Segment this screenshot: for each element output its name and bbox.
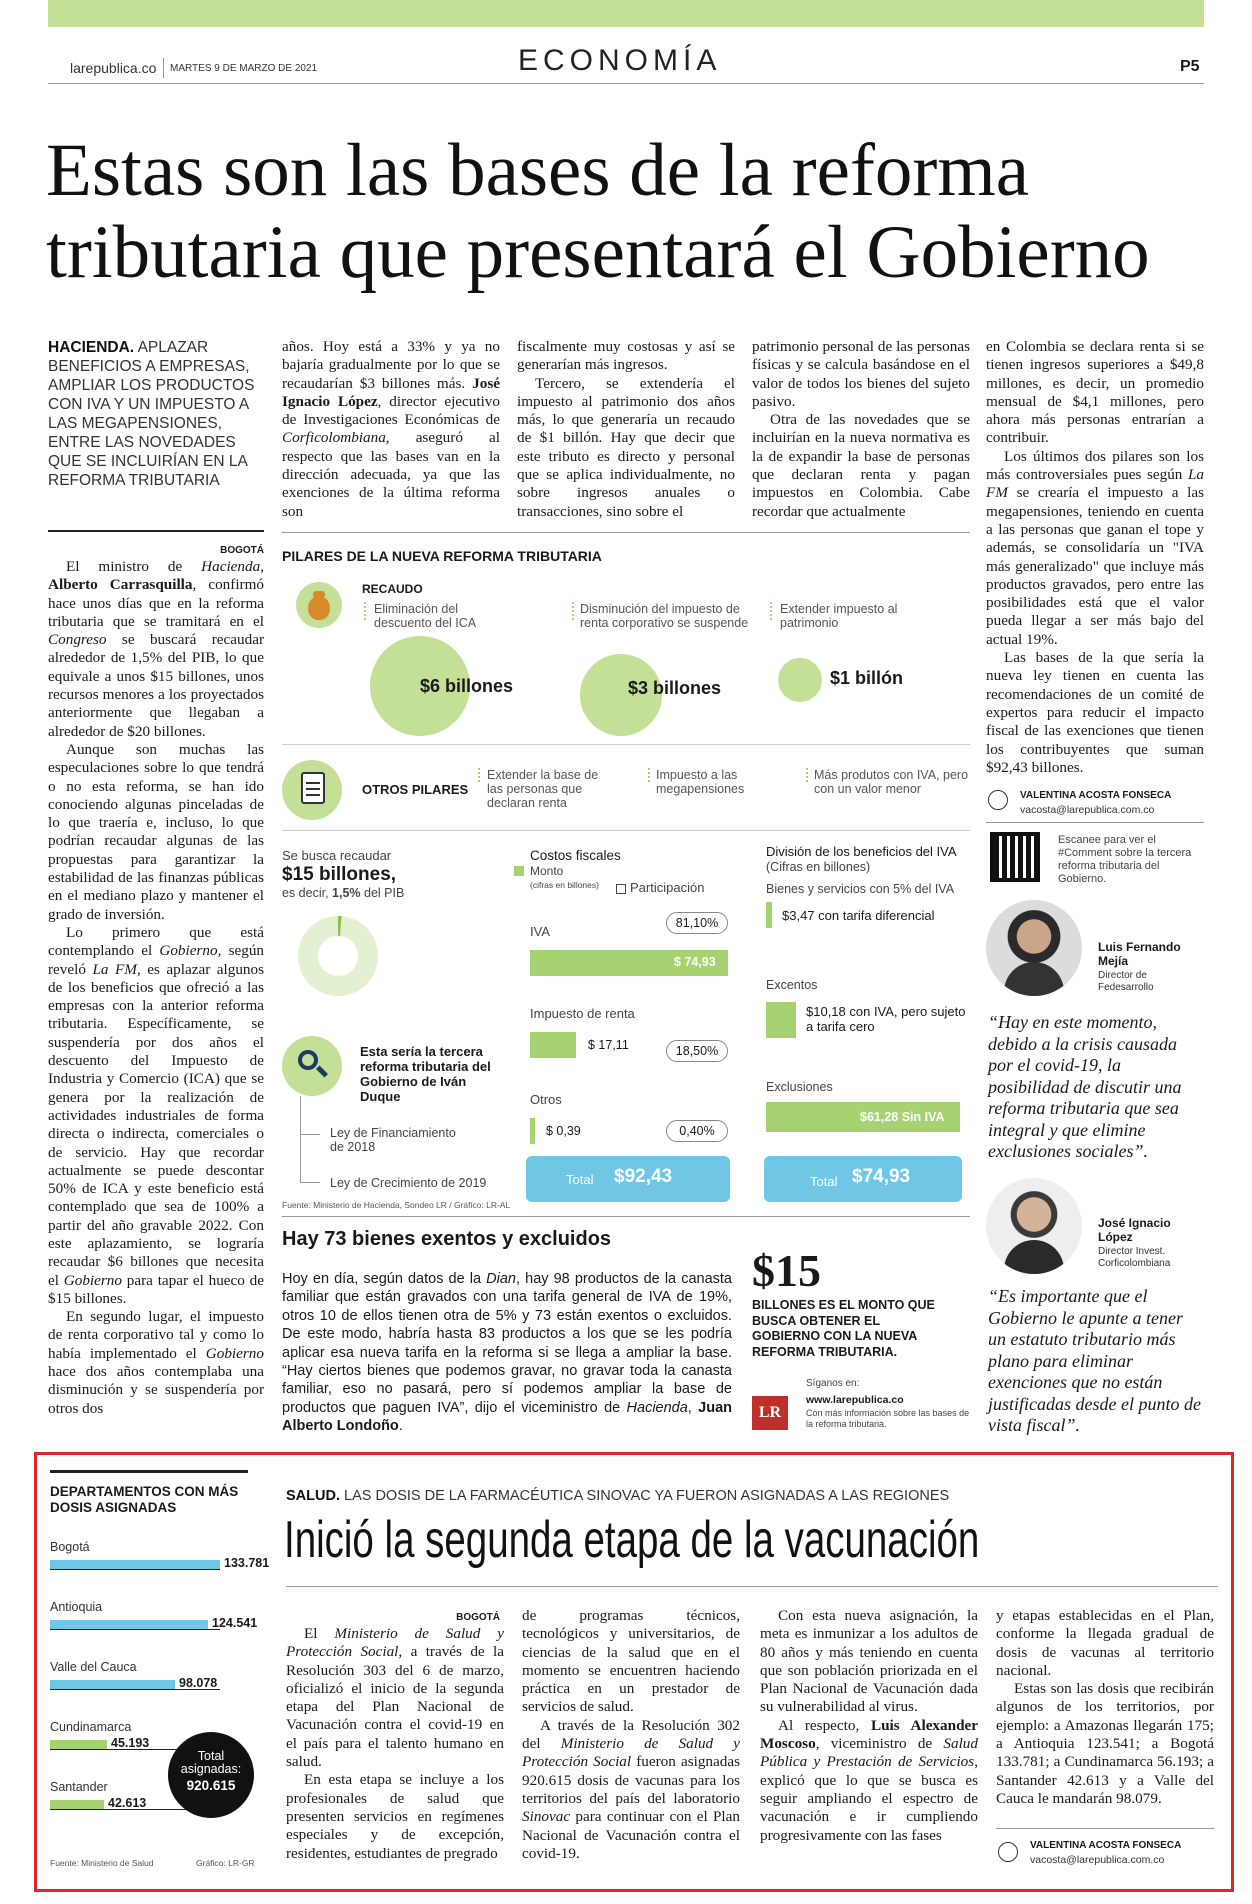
clipboard-icon — [306, 782, 320, 784]
dateline: BOGOTÁ — [220, 545, 264, 556]
goal-post — [282, 886, 404, 900]
section-name: ECONOMÍA — [518, 44, 722, 77]
dosis-value-label: 133.781 — [224, 1556, 270, 1570]
iva-item3: $61,28 Sin IVA — [860, 1110, 945, 1124]
author-icon — [988, 790, 1008, 810]
lr-logo-icon[interactable]: LR — [752, 1396, 788, 1430]
big-number: $15 — [752, 1245, 821, 1296]
article2-col1: El Ministerio de Salud y Protección Social, a través de la Resolución 303 del 6 de marzo, oficializó el inicio de la segunda etapa del Plan Nacional de Vacunación contra el covid-19 en el país para el talento humano en salud. En esta etapa se incluye a los profesionales de salud que presenten servicios en regímenes especiales y de excepción, residentes, estudiantes de pregrado — [286, 1625, 504, 1862]
iva-bar-1 — [766, 902, 772, 928]
infographic-top-rule — [282, 532, 970, 533]
otros-2: Impuesto a las megapensiones — [656, 768, 745, 796]
otros-label: OTROS PILARES — [362, 782, 469, 797]
iva-group2: Excentos — [766, 978, 818, 992]
money-bag-icon — [308, 596, 330, 620]
dosis-baseline — [50, 1629, 220, 1630]
article2-col3: Con esta nueva asignación, la meta es inmunizar a los adultos de 80 años y más teniendo en cuenta que son población priorizada en el Plan Nacional de Vacunación dada su vulnerabilidad al virus. Al respecto, Luis Alexander Moscoso, viceministro de Salud Pública y Prestación de Servicios, explicó que lo que se busca es seguir ampliando el espectro de vacunación e ir cumpliendo progresivamente con las fases — [760, 1607, 978, 1844]
iva-total-value: $74,93 — [852, 1166, 911, 1187]
article1-col4: patrimonio personal de las personas físicas y se calcula basándose en el valor de todos los bienes del sujeto pasivo. Otra de las novedades que se incluirían en la nueva normativa es la de expandir la base de personas que declaran renta y pagan impuestos en Colombia. Cabe recordar que actualmente — [752, 338, 970, 520]
sub-body: Hoy en día, según datos de la Dian, hay 98 productos de la canasta familiar que están gravados con una tarifa general de IVA de 19%, otros 10 de ellos tienen otra de 5% y 73 están exentos o excluidos. De este modo, habría hasta 83 productos a los que se les podría aplicar esa nueva tarifa en la reforma si se llega a ampliar la base. “Hay ciertos bienes que podemos gravar, no gravar toda la canasta familiar, eso no pasará, pero sí podemos ampliar la base de productos que paguen IVA”, dijo el viceministro de Hacienda, Juan Alberto Londoño. — [282, 1271, 732, 1435]
article2-author-rule — [996, 1828, 1214, 1829]
legend-part-swatch — [616, 884, 626, 894]
costs-title: Costos fiscales — [530, 848, 621, 863]
dosis-source: Fuente: Ministerio de Salud — [50, 1858, 154, 1868]
author-name: VALENTINA ACOSTA FONSECA — [1020, 790, 1172, 801]
cost-iva-label: IVA — [530, 924, 550, 939]
legend-monto-swatch — [514, 866, 524, 876]
article1-col5: en Colombia se declara renta si se tienen ingresos superiores a $49,8 millones, es decir, un promedio mensual de $4,1 millones, pero ahora más personas entrarían a contribuir. Los últimos dos pilares son los más controversiales pues según La FM se crearía el impuesto a las megapensiones, teniendo en cuenta a las personas que ganan el tope y además, se consolidaría un "IVA más generalizado" que incluye más productos gravados, pero entre las posibilidades está que el valor pueda llegar a ser más bajo del actual 19%. Las bases de la que sería la nueva ley tienen en cuenta las recomendaciones de un comité de expertos para reducir el impacto fiscal de las exenciones que tienen los contribuyentes que suman $92,43 billones. — [986, 338, 1204, 776]
article2-kicker-text: LAS DOSIS DE LA FARMACÉUTICA SINOVAC YA FUERON ASIGNADAS A LAS REGIONES — [344, 1488, 950, 1504]
iva-item1: $3,47 con tarifa diferencial — [782, 908, 935, 923]
big-number-text: BILLONES ES EL MONTO QUE BUSCA OBTENER EL GOBIERNO CON LA NUEVA REFORMA TRIBUTARIA. — [752, 1298, 935, 1359]
law-1: Ley de Financiamiento de 2018 — [330, 1126, 456, 1154]
dosis-category-label: Cundinamarca — [50, 1720, 132, 1734]
law-1-tick — [300, 1134, 320, 1135]
infographic-source: Fuente: Ministerio de Hacienda, Sondeo LR / Gráfico: LR-AL — [282, 1200, 511, 1210]
dosis-bar — [50, 1740, 107, 1749]
dosis-value-label: 42.613 — [108, 1796, 147, 1810]
quote1-role: Director de Fedesarrollo — [1098, 970, 1154, 993]
cost-otros-share: 0,40% — [666, 1120, 728, 1142]
otros-1-marker — [478, 768, 480, 782]
headline-line-1: Estas son las bases de la reforma — [46, 129, 1030, 212]
goal-pre: Se busca recaudar — [282, 848, 392, 863]
article-kicker — [48, 338, 264, 490]
legend-monto-sub: (cifras en billones) — [530, 880, 599, 890]
quote2-role: Director Invest. Corficolombiana — [1098, 1246, 1171, 1269]
item-2-marker — [572, 602, 574, 620]
dosis-category-label: Bogotá — [50, 1540, 90, 1554]
quote2-name: José Ignacio López — [1098, 1216, 1171, 1244]
follow-label: Síganos en: — [806, 1378, 860, 1389]
iva-bar-2 — [766, 1002, 796, 1038]
article2-dateline: BOGOTÁ — [456, 1612, 500, 1623]
follow-desc: Con más información sobre las bases de la reforma tributaria. — [806, 1408, 970, 1429]
article1-col2: años. Hoy está a 33% y ya no bajaría gradualmente por lo que se recaudarían $3 billones más. José Ignacio López, director ejecutivo de Investigaciones Económicas de Corficolombiana, aseguró al respecto que las bases van en la dirección adecuada, ya que las exenciones de la última reforma son — [282, 338, 500, 520]
infographic-divider — [282, 744, 970, 745]
iva-item2: $10,18 con IVA, pero sujeto a tarifa cero — [806, 1004, 966, 1034]
dosis-category-label: Antioquia — [50, 1600, 103, 1614]
cost-otros-bar — [530, 1118, 535, 1144]
article2-headline: Inició la segunda etapa de la vacunación — [284, 1511, 980, 1569]
dosis-chart-title-rule — [50, 1470, 248, 1473]
cost-renta-bar — [530, 1032, 576, 1058]
otros-1: Extender la base de las personas que declaran renta — [487, 768, 599, 810]
item-1-marker — [364, 602, 366, 620]
avatar-lopez — [986, 1178, 1082, 1274]
dosis-chart-title: DEPARTAMENTOS CON MÁS DOSIS ASIGNADAS — [50, 1484, 239, 1515]
iva-sub: (Cifras en billones) — [766, 860, 871, 874]
avatar-body — [1004, 962, 1064, 996]
article2-col4: y etapas establecidas en el Plan, conforme la llegada gradual de dosis de vacunas al territorio nacional. Estas son las dosis que recibirán algunos de los territorios, por ejemplo: a Amazonas llegarán 175; a Antioquia 123.541; a Bogotá 133.781; a Cundinamarca 56.193; a Santander 42.613 y a Valle del Cauca le mandarán 98.079. — [996, 1607, 1214, 1807]
quote2-text: “Es importante que el Gobierno le apunte a tener un estatuto tributario más plano para eliminar exenciones que no están justificadas desde el punto de vista fiscal”. — [988, 1286, 1201, 1435]
money-bag-icon — [313, 591, 325, 598]
dosis-category-label: Valle del Cauca — [50, 1660, 137, 1674]
total-assigned-label: Total asignadas: — [180, 1749, 242, 1776]
header-separator — [163, 58, 164, 78]
dosis-value-label: 124.541 — [212, 1616, 258, 1630]
cost-renta-label: Impuesto de renta — [530, 1006, 635, 1021]
search-icon — [298, 1050, 318, 1070]
page-number: P5 — [1180, 58, 1200, 75]
infographic-title: PILARES DE LA NUEVA REFORMA TRIBUTARIA — [282, 548, 602, 564]
quote1-text: “Hay en este momento, debido a la crisis causada por el covid-19, la posibilidad de discutir una reforma tributaria que sea integral y que elimine exclusiones sociales”. — [988, 1012, 1182, 1161]
article2-kicker-lead: SALUD. — [286, 1488, 340, 1504]
cost-renta-share: 18,50% — [666, 1040, 728, 1062]
infographic-bottom-rule — [282, 1216, 970, 1217]
money-bag-icon — [296, 582, 342, 628]
avatar-body — [1004, 1240, 1064, 1274]
item-1-desc: Eliminación del descuento del ICA — [374, 602, 477, 630]
qr-code-icon[interactable] — [990, 832, 1040, 882]
dosis-credit: Gráfico: LR-GR — [196, 1858, 255, 1868]
article1-col3: fiscalmente muy costosas y así se generarían más ingresos. Tercero, se extendería el impuesto al patrimonio dos años más, lo que generaría un recaudo de $1 billón. Hay que decir que este tributo es directo y personal que se aplica individualmente, no sobre ingresos anuales o transacciones, sino sobre el — [517, 338, 735, 520]
item-3-circle — [778, 658, 822, 702]
follow-site[interactable]: www.larepublica.co — [806, 1394, 904, 1406]
headline-line-2: tributaria que presentará el Gobierno — [46, 211, 1150, 294]
cost-otros-label: Otros — [530, 1092, 562, 1107]
item-3-marker — [770, 602, 772, 620]
author-rule — [986, 822, 1204, 823]
article2-author: VALENTINA ACOSTA FONSECA — [1030, 1840, 1182, 1851]
legend-part: Participación — [630, 880, 705, 895]
iva-total-label: Total — [810, 1174, 838, 1189]
pib-donut — [298, 916, 378, 996]
search-icon — [282, 1036, 342, 1096]
article2-rule — [286, 1586, 1218, 1587]
kicker-rule — [48, 530, 264, 532]
law-2-tick — [300, 1182, 320, 1183]
quote1-name: Luis Fernando Mejía — [1098, 940, 1181, 968]
iva-group3: Exclusiones — [766, 1080, 833, 1094]
laws-line — [300, 1096, 301, 1182]
infographic-divider-2 — [282, 830, 970, 831]
author-icon — [998, 1842, 1018, 1862]
third-reform-text: Esta sería la tercera reforma tributaria del Gobierno de Iván Duque — [360, 1044, 491, 1104]
issue-date: MARTES 9 DE MARZO DE 2021 — [170, 63, 318, 74]
iva-group1: Bienes y servicios con 5% del IVA — [766, 882, 955, 896]
dosis-bar — [50, 1620, 208, 1629]
qr-caption: Escanee para ver el #Comment sobre la tercera reforma tributaria del Gobierno. — [1058, 834, 1192, 885]
article2-author-email[interactable]: vacosta@larepublica.com.co — [1030, 1854, 1165, 1866]
item-1-value: $6 billones — [420, 676, 514, 696]
dosis-value-label: 45.193 — [111, 1736, 150, 1750]
dosis-bar — [50, 1800, 104, 1809]
item-2-value: $3 billones — [628, 678, 722, 698]
clipboard-icon — [282, 760, 342, 820]
cost-otros-amount: $ 0,39 — [546, 1124, 581, 1138]
costs-total-label: Total — [566, 1172, 594, 1187]
item-2-desc: Disminución del impuesto de renta corporativo se suspende — [580, 602, 749, 630]
recaudo-label: RECAUDO — [362, 582, 423, 596]
goal-post-a: es decir, — [282, 886, 333, 900]
iva-title: División de los beneficios del IVA — [766, 844, 957, 859]
goal-post-c: del PIB — [360, 886, 405, 900]
kicker-text: APLAZAR BENEFICIOS A EMPRESAS, AMPLIAR LOS PRODUCTOS CON IVA Y UN IMPUESTO A LAS MEGAPENSIONES, ENTRE LAS NOVEDADES QUE SE INCLUIRÍAN EN LA REFORMA TRIBUTARIA — [48, 339, 255, 489]
goal-value: $15 billones, — [282, 864, 397, 885]
cost-renta-amount: $ 17,11 — [588, 1038, 629, 1052]
dosis-bar — [50, 1560, 220, 1569]
item-3-value: $1 billón — [830, 668, 904, 688]
main-headline — [46, 130, 1150, 294]
otros-2-marker — [648, 768, 650, 782]
site-name[interactable]: larepublica.co — [70, 60, 157, 76]
cost-iva-amount: $ 74,93 — [674, 955, 716, 969]
top-green-bar — [48, 0, 1204, 27]
author-email[interactable]: vacosta@larepublica.com.co — [1020, 804, 1155, 816]
total-assigned-value: 920.615 — [186, 1778, 236, 1793]
kicker-lead: HACIENDA. — [48, 339, 135, 356]
pib-donut-ring — [308, 926, 368, 986]
law-2: Ley de Crecimiento de 2019 — [330, 1176, 487, 1190]
otros-3-marker — [806, 768, 808, 782]
legend-monto: Monto — [530, 864, 564, 878]
header-rule — [48, 83, 1204, 84]
otros-3: Más produtos con IVA, pero con un valor menor — [814, 768, 969, 796]
dosis-bar — [50, 1680, 175, 1689]
cost-iva-share: 81,10% — [666, 912, 728, 934]
avatar-mejia — [986, 900, 1082, 996]
search-icon — [316, 1065, 328, 1077]
dosis-baseline — [50, 1569, 220, 1570]
dosis-value-label: 98.078 — [179, 1676, 218, 1690]
article1-col1: El ministro de Hacienda, Alberto Carrasquilla, confirmó hace unos días que en la reforma tributaria que se tramitará en el Congreso se buscará recaudar alrededor de 1,5% del PIB, lo que equivale a unos $15 billones, unos recursos menores a los proyectados anteriormente que llegaban a alrededor de $20 billones. Aunque son muchas las especulaciones sobre lo que tendrá o no esta reforma, se han ido conociendo algunas pinceladas de lo que traería e, incluso, lo que podrían recaudar algunas de las propuestas para garantizar la estabilidad de las finanzas públicas en el mediano plazo y mantener el grado de inversión. Lo primero que está contemplando el Gobierno, según reveló La FM, es aplazar algunos de los beneficios que ofreció a las empresas con la anterior reforma tributaria. Específicamente, se suspendería por dos años el descuento del Impuesto de Industria y Comercio (ICA) que se genera por la realización de actividades industriales de forma directa o indirecta, comerciales o de servicio. Hay que recordar actualmente se puede descontar 50% de ICA y este beneficio está contemplado que sea de 100% a partir del año gravable 2022. Con este aplazamiento, se lograría recaudar $6 billones que necesita el Gobierno para tapar el hueco de $15 billones. En segundo lugar, el impuesto de renta corporativo tal y como lo había implementado el Gobierno hace dos años contemplaba una disminución y se suspendería por otros dos — [48, 558, 265, 1417]
article2-kicker — [286, 1488, 949, 1504]
clipboard-icon — [301, 772, 325, 804]
item-3-desc: Extender impuesto al patrimonio — [780, 602, 898, 630]
goal-post-b: 1,5% — [332, 886, 361, 900]
article2-col2: de programas técnicos, tecnológicos y universitarios, de ciencias de la salud que en el momento se encuentren haciendo práctica en un prestador de servicios de salud. A través de la Resolución 302 del Ministerio de Salud y Protección Social fueron asignadas 920.615 dosis de vacunas para los territorios del país del laboratorio Sinovac para continuar con el Plan Nacional de Vacunación contra el covid-19. — [522, 1607, 740, 1862]
dosis-category-label: Santander — [50, 1780, 108, 1794]
sub-headline: Hay 73 bienes exentos y excluidos — [282, 1228, 612, 1250]
costs-total-value: $92,43 — [614, 1166, 673, 1187]
